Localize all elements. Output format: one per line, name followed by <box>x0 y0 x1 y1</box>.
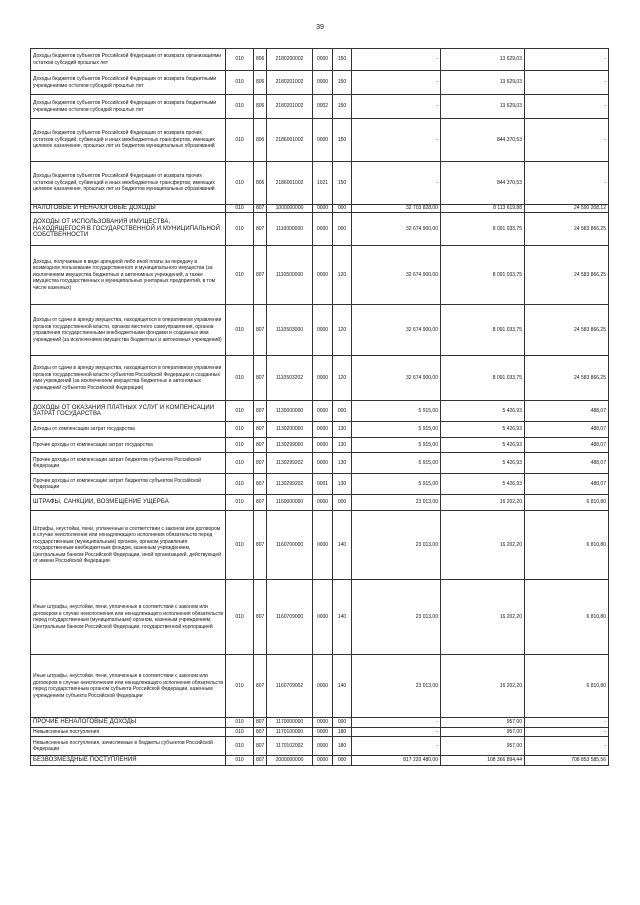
kosgu-cell: 120 <box>333 356 352 401</box>
kosgu-cell: 130 <box>333 474 352 495</box>
planned-amount-cell: 32 674 900,00 <box>352 246 441 305</box>
kbk-code-cell: 1110000000 <box>267 213 313 246</box>
executed-amount-cell: 13 629,03 <box>441 95 525 119</box>
name-cell: ПРОЧИЕ НЕНАЛОГОВЫЕ ДОХОДЫ <box>31 718 226 728</box>
remaining-amount-cell: - <box>525 71 609 95</box>
kosgu-cell: 150 <box>333 95 352 119</box>
name-cell: Доходы от компенсации затрат государства <box>31 422 226 438</box>
executed-amount-cell: 8 091 033,75 <box>441 213 525 246</box>
admin-code-cell: 807 <box>254 580 267 655</box>
kosgu-cell: 180 <box>333 728 352 737</box>
planned-amount-cell: 23 013,00 <box>352 495 441 511</box>
subcode-cell: 0000 <box>313 728 333 737</box>
kosgu-cell: 150 <box>333 119 352 162</box>
admin-code-cell: 807 <box>254 246 267 305</box>
name-cell: Доходы бюджетов субъектов Российской Федерации от возврата бюджетными учреждениями остатков субсидий прошлых лет <box>31 71 226 95</box>
kosgu-cell: 000 <box>333 495 352 511</box>
remaining-amount-cell: 24 590 208,12 <box>525 205 609 213</box>
planned-amount-cell: - <box>352 49 441 71</box>
remaining-amount-cell: 24 583 866,25 <box>525 246 609 305</box>
code-cell: 010 <box>226 655 254 718</box>
subcode-cell: 0000 <box>313 737 333 756</box>
executed-amount-cell: 5 426,93 <box>441 453 525 474</box>
remaining-amount-cell: - <box>525 718 609 728</box>
admin-code-cell: 807 <box>254 718 267 728</box>
kosgu-cell: 120 <box>333 246 352 305</box>
subcode-cell: 0000 <box>313 213 333 246</box>
executed-amount-cell: 108 366 894,44 <box>441 756 525 766</box>
subcode-cell: 0000 <box>313 401 333 422</box>
code-cell: 010 <box>226 580 254 655</box>
admin-code-cell: 807 <box>254 474 267 495</box>
planned-amount-cell: 5 915,00 <box>352 438 441 453</box>
kbk-code-cell: 1130299202 <box>267 453 313 474</box>
name-cell: Прочие доходы от компенсации затрат государства <box>31 438 226 453</box>
kosgu-cell: 000 <box>333 401 352 422</box>
remaining-amount-cell: 6 810,80 <box>525 511 609 580</box>
subcode-cell: 0000 <box>313 718 333 728</box>
code-cell: 010 <box>226 474 254 495</box>
kbk-code-cell: 2180201002 <box>267 95 313 119</box>
page-number: 39 <box>316 24 324 31</box>
executed-amount-cell: 13 629,03 <box>441 71 525 95</box>
admin-code-cell: 807 <box>254 356 267 401</box>
planned-amount-cell: 5 915,00 <box>352 474 441 495</box>
planned-amount-cell: - <box>352 71 441 95</box>
kosgu-cell: 000 <box>333 718 352 728</box>
table-row <box>31 718 609 728</box>
kbk-code-cell: 1130000000 <box>267 401 313 422</box>
report-table-body <box>31 49 609 766</box>
kosgu-cell: 180 <box>333 737 352 756</box>
subcode-cell: 0000 <box>313 580 333 655</box>
table-row <box>31 580 609 655</box>
code-cell: 010 <box>226 438 254 453</box>
remaining-amount-cell: 488,07 <box>525 422 609 438</box>
table-row <box>31 438 609 453</box>
executed-amount-cell: 844 370,53 <box>441 119 525 162</box>
admin-code-cell: 807 <box>254 422 267 438</box>
table-row <box>31 49 609 71</box>
table-row <box>31 213 609 246</box>
subcode-cell: 0000 <box>313 49 333 71</box>
kosgu-cell: 140 <box>333 511 352 580</box>
subcode-cell: 0000 <box>313 438 333 453</box>
kosgu-cell: 130 <box>333 453 352 474</box>
kbk-code-cell: 2186001002 <box>267 119 313 162</box>
code-cell: 010 <box>226 119 254 162</box>
planned-amount-cell: - <box>352 728 441 737</box>
executed-amount-cell: 957,00 <box>441 728 525 737</box>
executed-amount-cell: 16 202,20 <box>441 580 525 655</box>
executed-amount-cell: 5 426,93 <box>441 474 525 495</box>
planned-amount-cell: - <box>352 119 441 162</box>
kbk-code-cell: 1160709000 <box>267 580 313 655</box>
remaining-amount-cell: - <box>525 728 609 737</box>
kbk-code-cell: 1170000000 <box>267 718 313 728</box>
name-cell: Доходы бюджетов субъектов Российской Федерации от возврата бюджетными учреждениями остатков субсидий прошлых лет <box>31 95 226 119</box>
kbk-code-cell: 1000000000 <box>267 205 313 213</box>
kbk-code-cell: 2180201002 <box>267 71 313 95</box>
subcode-cell: 0000 <box>313 495 333 511</box>
table-row <box>31 655 609 718</box>
subcode-cell: 0002 <box>313 95 333 119</box>
table-row <box>31 401 609 422</box>
name-cell: Прочие доходы от компенсации затрат бюджетов субъектов Российской Федерации <box>31 453 226 474</box>
subcode-cell: 0000 <box>313 246 333 305</box>
subcode-cell: 0000 <box>313 71 333 95</box>
table-row <box>31 756 609 766</box>
code-cell: 010 <box>226 305 254 356</box>
name-cell: ДОХОДЫ ОТ ИСПОЛЬЗОВАНИЯ ИМУЩЕСТВА, НАХОДЯЩЕГОСЯ В ГОСУДАРСТВЕННОЙ И МУНИЦИПАЛЬНОЙ СОБСТВЕННОСТИ <box>31 213 226 246</box>
admin-code-cell: 806 <box>254 162 267 205</box>
code-cell: 010 <box>226 718 254 728</box>
executed-amount-cell: 8 091 033,75 <box>441 246 525 305</box>
name-cell: Иные штрафы, неустойки, пени, уплаченные в соответствии с законом или договором в случае неисполнения или ненадлежащего исполнения обязательств перед государственным органом субъекта Российской Федерации, казенным учреждением субъекта Российской Федерации <box>31 655 226 718</box>
code-cell: 010 <box>226 71 254 95</box>
admin-code-cell: 807 <box>254 205 267 213</box>
name-cell: Доходы от сдачи в аренду имущества, находящегося в оперативном управлении органов государственной власти субъектов Российской Федерации и созданных ими учреждений (за исключением имущества бюджетных и автономных учреждений субъектов Российской Федерации) <box>31 356 226 401</box>
code-cell: 010 <box>226 495 254 511</box>
remaining-amount-cell: - <box>525 737 609 756</box>
name-cell: НАЛОГОВЫЕ И НЕНАЛОГОВЫЕ ДОХОДЫ <box>31 205 226 213</box>
table-row <box>31 728 609 737</box>
remaining-amount-cell: 488,07 <box>525 401 609 422</box>
planned-amount-cell: 32 674 900,00 <box>352 305 441 356</box>
table-row <box>31 205 609 213</box>
subcode-cell: 0000 <box>313 511 333 580</box>
code-cell: 010 <box>226 511 254 580</box>
name-cell: ШТРАФЫ, САНКЦИИ, ВОЗМЕЩЕНИЕ УЩЕРБА <box>31 495 226 511</box>
code-cell: 010 <box>226 205 254 213</box>
executed-amount-cell: 16 202,20 <box>441 655 525 718</box>
kbk-code-cell: 1170102002 <box>267 737 313 756</box>
code-cell: 010 <box>226 401 254 422</box>
code-cell: 010 <box>226 49 254 71</box>
admin-code-cell: 807 <box>254 453 267 474</box>
table-row <box>31 246 609 305</box>
remaining-amount-cell: 6 810,80 <box>525 580 609 655</box>
table-row <box>31 95 609 119</box>
planned-amount-cell: 23 013,00 <box>352 511 441 580</box>
admin-code-cell: 807 <box>254 401 267 422</box>
revenue-report-table <box>30 48 609 766</box>
code-cell: 010 <box>226 756 254 766</box>
executed-amount-cell: 16 202,20 <box>441 511 525 580</box>
planned-amount-cell: 23 013,00 <box>352 580 441 655</box>
name-cell: Доходы бюджетов субъектов Российской Федерации от возврата прочих остатков субсидий, субвенций и иных межбюджетных трансфертов, имеющих целевое назначение, прошлых лет из бюджетов муниципальных образований <box>31 119 226 162</box>
remaining-amount-cell: - <box>525 95 609 119</box>
planned-amount-cell: - <box>352 718 441 728</box>
kbk-code-cell: 1110503202 <box>267 356 313 401</box>
subcode-cell: 0000 <box>313 356 333 401</box>
admin-code-cell: 807 <box>254 213 267 246</box>
code-cell: 010 <box>226 213 254 246</box>
subcode-cell: 0000 <box>313 453 333 474</box>
subcode-cell: 0000 <box>313 756 333 766</box>
name-cell: Доходы бюджетов субъектов Российской Федерации от возврата прочих остатков субсидий, субвенций и иных межбюджетных трансфертов, имеющих целевое назначение, прошлых лет из бюджетов муниципальных образований <box>31 162 226 205</box>
remaining-amount-cell: 24 583 866,25 <box>525 305 609 356</box>
subcode-cell: 0001 <box>313 474 333 495</box>
subcode-cell: 0000 <box>313 119 333 162</box>
admin-code-cell: 807 <box>254 756 267 766</box>
table-row <box>31 474 609 495</box>
executed-amount-cell: 8 091 033,75 <box>441 305 525 356</box>
remaining-amount-cell: 488,07 <box>525 453 609 474</box>
kbk-code-cell: 1130299000 <box>267 438 313 453</box>
remaining-amount-cell: - <box>525 49 609 71</box>
table-row <box>31 737 609 756</box>
kbk-code-cell: 2180200002 <box>267 49 313 71</box>
planned-amount-cell: - <box>352 162 441 205</box>
admin-code-cell: 807 <box>254 728 267 737</box>
remaining-amount-cell: 24 583 866,25 <box>525 356 609 401</box>
kbk-code-cell: 1110503000 <box>267 305 313 356</box>
executed-amount-cell: 5 426,93 <box>441 422 525 438</box>
name-cell: Доходы, получаемые в виде арендной либо иной платы за передачу в возмездное пользование государственного и муниципального имущества (за исключением имущества бюджетных и автономных учреждений, а также имущества государственных и муниципальных унитарных предприятий, в том числе казенных) <box>31 246 226 305</box>
kosgu-cell: 130 <box>333 438 352 453</box>
table-row <box>31 453 609 474</box>
code-cell: 010 <box>226 356 254 401</box>
admin-code-cell: 807 <box>254 495 267 511</box>
kosgu-cell: 000 <box>333 205 352 213</box>
remaining-amount-cell: 6 810,80 <box>525 495 609 511</box>
kbk-code-cell: 1170100000 <box>267 728 313 737</box>
kbk-code-cell: 1110500000 <box>267 246 313 305</box>
executed-amount-cell: 957,00 <box>441 737 525 756</box>
planned-amount-cell: - <box>352 95 441 119</box>
name-cell: Доходы бюджетов субъектов Российской Федерации от возврата организациями остатков субсидий прошлых лет <box>31 49 226 71</box>
executed-amount-cell: 8 113 619,88 <box>441 205 525 213</box>
admin-code-cell: 807 <box>254 511 267 580</box>
planned-amount-cell: 23 013,00 <box>352 655 441 718</box>
table-row <box>31 119 609 162</box>
kbk-code-cell: 1160700000 <box>267 511 313 580</box>
executed-amount-cell: 957,00 <box>441 718 525 728</box>
remaining-amount-cell: 24 583 866,25 <box>525 213 609 246</box>
table-row <box>31 71 609 95</box>
executed-amount-cell: 844 370,53 <box>441 162 525 205</box>
planned-amount-cell: 32 674 900,00 <box>352 213 441 246</box>
code-cell: 010 <box>226 422 254 438</box>
name-cell: Прочие доходы от компенсации затрат бюджетов субъектов Российской Федерации <box>31 474 226 495</box>
kbk-code-cell: 1130299202 <box>267 474 313 495</box>
executed-amount-cell: 8 091 033,75 <box>441 356 525 401</box>
kosgu-cell: 150 <box>333 71 352 95</box>
planned-amount-cell: 5 915,00 <box>352 422 441 438</box>
kosgu-cell: 000 <box>333 756 352 766</box>
subcode-cell: 1021 <box>313 162 333 205</box>
kosgu-cell: 140 <box>333 580 352 655</box>
kbk-code-cell: 1130200000 <box>267 422 313 438</box>
admin-code-cell: 806 <box>254 95 267 119</box>
executed-amount-cell: 16 202,20 <box>441 495 525 511</box>
subcode-cell: 0000 <box>313 305 333 356</box>
code-cell: 010 <box>226 728 254 737</box>
code-cell: 010 <box>226 737 254 756</box>
admin-code-cell: 807 <box>254 737 267 756</box>
table-row <box>31 356 609 401</box>
table-row <box>31 305 609 356</box>
name-cell: БЕЗВОЗМЕЗДНЫЕ ПОСТУПЛЕНИЯ <box>31 756 226 766</box>
remaining-amount-cell: - <box>525 119 609 162</box>
executed-amount-cell: 13 629,03 <box>441 49 525 71</box>
executed-amount-cell: 5 426,93 <box>441 401 525 422</box>
subcode-cell: 0000 <box>313 205 333 213</box>
name-cell: Доходы от сдачи в аренду имущества, находящегося в оперативном управлении органов государственной власти, органов местного самоуправления, органов управления государственными внебюджетными фондами и созданных ими учреждений (за исключением имущества бюджетных и автономных учреждений) <box>31 305 226 356</box>
name-cell: Штрафы, неустойки, пени, уплаченные в соответствии с законом или договором в случае неисполнения или ненадлежащего исполнения обязательств перед государственным (муниципальным) органом, органом управления государственным внебюджетным фондом, казенным учреждением, Центральным банком Российской Федерации, иной организацией, действующей от имени Российской Федерации <box>31 511 226 580</box>
kbk-code-cell: 1160709002 <box>267 655 313 718</box>
code-cell: 010 <box>226 162 254 205</box>
remaining-amount-cell: 488,07 <box>525 474 609 495</box>
remaining-amount-cell: - <box>525 162 609 205</box>
table-row <box>31 511 609 580</box>
name-cell: ДОХОДЫ ОТ ОКАЗАНИЯ ПЛАТНЫХ УСЛУГ И КОМПЕНСАЦИИ ЗАТРАТ ГОСУДАРСТВА <box>31 401 226 422</box>
code-cell: 010 <box>226 95 254 119</box>
admin-code-cell: 806 <box>254 71 267 95</box>
remaining-amount-cell: 488,07 <box>525 438 609 453</box>
remaining-amount-cell: 6 810,80 <box>525 655 609 718</box>
admin-code-cell: 806 <box>254 119 267 162</box>
code-cell: 010 <box>226 246 254 305</box>
admin-code-cell: 806 <box>254 49 267 71</box>
subcode-cell: 0000 <box>313 422 333 438</box>
kosgu-cell: 150 <box>333 162 352 205</box>
planned-amount-cell: 5 915,00 <box>352 453 441 474</box>
name-cell: Невыясненные поступления, зачисляемые в бюджеты субъектов Российской Федерации <box>31 737 226 756</box>
table-row <box>31 162 609 205</box>
admin-code-cell: 807 <box>254 305 267 356</box>
kbk-code-cell: 2186001002 <box>267 162 313 205</box>
subcode-cell: 0000 <box>313 655 333 718</box>
admin-code-cell: 807 <box>254 655 267 718</box>
kosgu-cell: 120 <box>333 305 352 356</box>
admin-code-cell: 807 <box>254 438 267 453</box>
table-row <box>31 422 609 438</box>
table-row <box>31 495 609 511</box>
name-cell: Невыясненные поступления <box>31 728 226 737</box>
name-cell: Иные штрафы, неустойки, пени, уплаченные в соответствии с законом или договором в случае неисполнения или ненадлежащего исполнения обязательств перед государственным (муниципальным) органом, казенным учреждением, Центральным банком Российской Федерации, государственной корпорацией <box>31 580 226 655</box>
kosgu-cell: 000 <box>333 213 352 246</box>
remaining-amount-cell: 708 853 585,56 <box>525 756 609 766</box>
executed-amount-cell: 5 426,93 <box>441 438 525 453</box>
planned-amount-cell: 817 220 480,00 <box>352 756 441 766</box>
code-cell: 010 <box>226 453 254 474</box>
kbk-code-cell: 2000000000 <box>267 756 313 766</box>
kosgu-cell: 140 <box>333 655 352 718</box>
planned-amount-cell: - <box>352 737 441 756</box>
kbk-code-cell: 1160000000 <box>267 495 313 511</box>
kosgu-cell: 150 <box>333 49 352 71</box>
planned-amount-cell: 32 674 900,00 <box>352 356 441 401</box>
planned-amount-cell: 32 703 828,00 <box>352 205 441 213</box>
planned-amount-cell: 5 915,00 <box>352 401 441 422</box>
kosgu-cell: 130 <box>333 422 352 438</box>
